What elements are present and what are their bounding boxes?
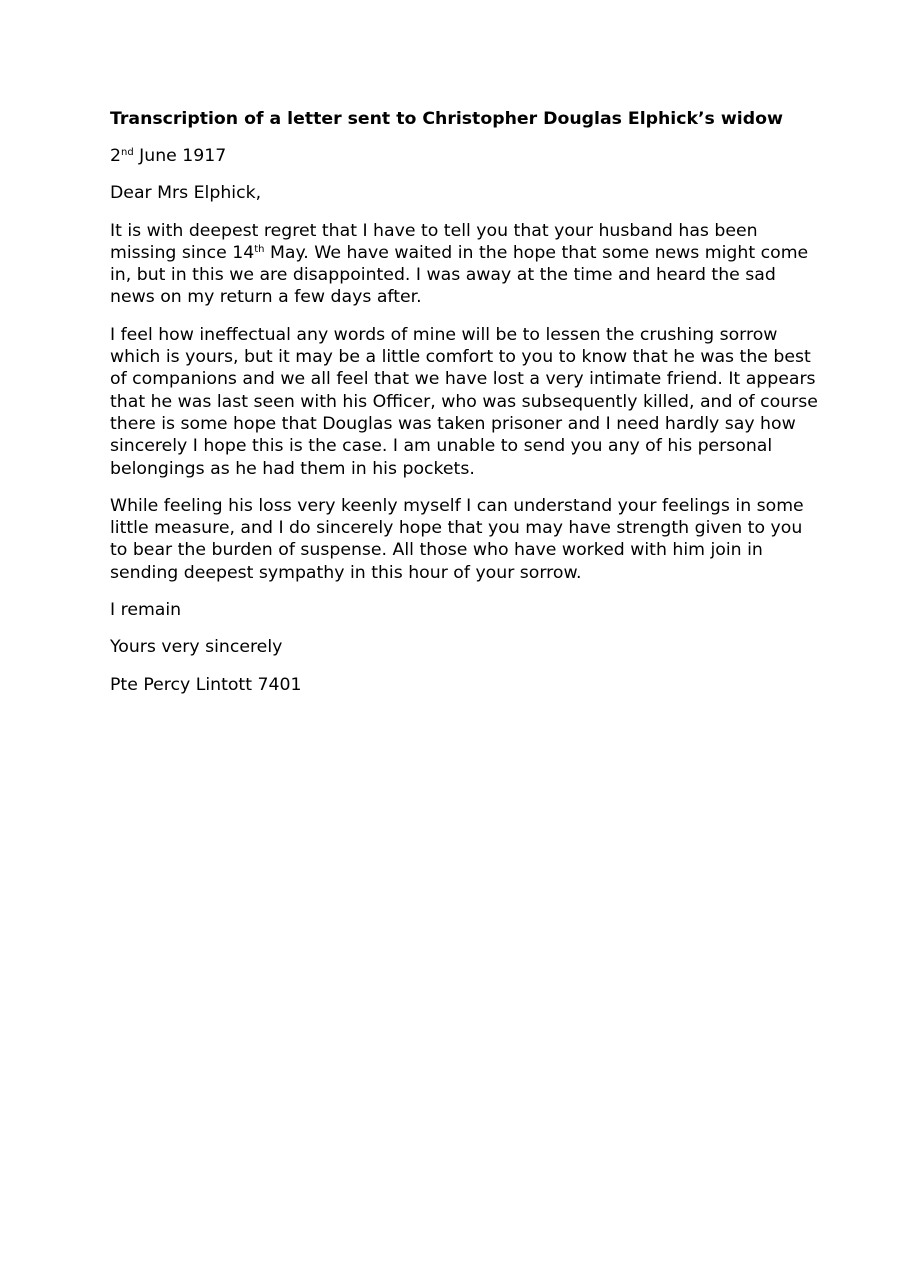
ordinal-suffix: th: [254, 243, 265, 255]
closing-sincerely: Yours very sincerely: [110, 637, 283, 658]
date-day: 2: [110, 146, 121, 166]
signature: Pte Percy Lintott 7401: [110, 674, 302, 695]
paragraph-line: belongings as he had them in his pockets.: [110, 458, 475, 479]
salutation: Dear Mrs Elphick,: [110, 183, 262, 204]
date-day-suffix: nd: [121, 147, 134, 158]
paragraph-line: there is some hope that Douglas was taken prisoner and I need hardly say how: [110, 413, 796, 434]
paragraph-line: in, but in this we are disappointed. I was away at the time and heard the sad: [110, 265, 776, 286]
paragraph-line: It is with deepest regret that I have to tell you that your husband has been: [110, 220, 758, 241]
line-text: missing since 14: [110, 242, 255, 263]
document-title: Transcription of a letter sent to Christopher Douglas Elphick’s widow: [110, 109, 783, 129]
paragraph-1: [110, 220, 810, 309]
paragraph-2: [110, 324, 818, 480]
paragraph-line: sending deepest sympathy in this hour of your sorrow.: [110, 562, 582, 583]
paragraph-line: sincerely I hope this is the case. I am unable to send you any of his personal: [110, 436, 773, 457]
paragraph-line: to bear the burden of suspense. All those who have worked with him join in: [110, 540, 763, 561]
paragraph-line: I feel how ineffectual any words of mine will be to lessen the crushing sorrow: [110, 324, 778, 345]
paragraph-line: little measure, and I do sincerely hope that you may have strength given to you: [110, 518, 803, 539]
letter-date: [110, 145, 810, 167]
date-rest: June 1917: [133, 146, 227, 166]
paragraph-line: [110, 242, 810, 264]
letter-document: [110, 108, 818, 711]
paragraph-line: that he was last seen with his Officer, who was subsequently killed, and of course: [110, 391, 818, 412]
paragraph-line: While feeling his loss very keenly myself I can understand your feelings in some: [110, 495, 804, 516]
paragraph-3: [110, 495, 810, 584]
paragraph-line: which is yours, but it may be a little comfort to you to know that he was the best: [110, 347, 811, 368]
line-text: May. We have waited in the hope that some news might come: [264, 242, 809, 263]
closing-remain: I remain: [110, 600, 182, 621]
paragraph-line: of companions and we all feel that we have lost a very intimate friend. It appears: [110, 369, 816, 390]
paragraph-line: news on my return a few days after.: [110, 287, 422, 308]
